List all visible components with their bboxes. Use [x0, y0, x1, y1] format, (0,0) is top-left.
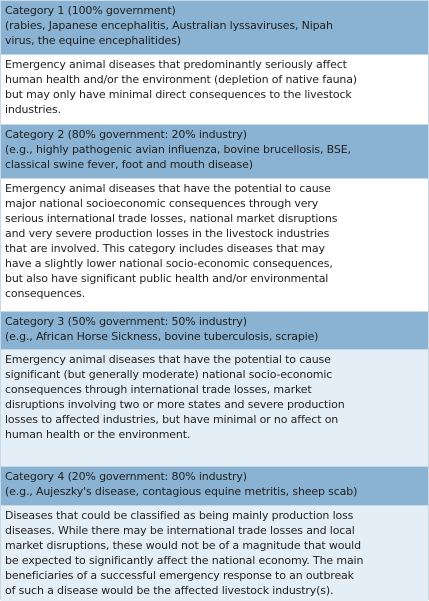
category-4-description-line-4: be expected to significantly affect the national economy. The main — [5, 554, 364, 567]
category-2-description-line-7: but also have significant public health and/or environmental — [5, 272, 329, 285]
category-3-title: Category 3 (50% government: 50% industry) — [5, 315, 247, 328]
category-1-description-line-2: human health and/or the environment (depletion of native fauna) — [5, 73, 357, 86]
category-1-description-line-4: industries. — [5, 103, 61, 116]
category-1-description-line-1: Emergency animal diseases that predominantly seriously affect — [5, 58, 347, 71]
category-3-description-line-3: consequences through international trade losses, market — [5, 383, 312, 396]
category-4-title: Category 4 (20% government: 80% industry) — [5, 470, 247, 483]
category-1-title: Category 1 (100% government) — [5, 4, 176, 17]
category-1-examples-line-1: (rabies, Japanese encephalitis, Australian lyssaviruses, Nipah — [5, 19, 333, 32]
category-1-description — [1, 55, 428, 125]
category-2-description-line-5: that are involved. This category includes diseases that may — [5, 242, 325, 255]
category-4-description-line-6: of such a disease would be the affected livestock industry(s). — [5, 584, 334, 597]
category-2-description-line-8: consequences. — [5, 287, 86, 300]
category-3-examples-line-1: (e.g., African Horse Sickness, bovine tuberculosis, scrapie) — [5, 330, 319, 343]
category-2-examples-line-1: (e.g., highly pathogenic avian influenza, bovine brucellosis, BSE, — [5, 143, 351, 156]
category-3-description — [1, 350, 428, 467]
category-4-description-line-2: diseases. While there may be international trade losses and local — [5, 524, 355, 537]
category-2-description-line-1: Emergency animal diseases that have the potential to cause — [5, 182, 331, 195]
category-2-description-line-4: and very severe production losses in the livestock industries — [5, 227, 330, 240]
category-1-examples-line-2: virus, the equine encephalitides) — [5, 34, 181, 47]
category-4-header — [1, 467, 428, 506]
category-3-description-line-5: losses to affected industries, but have minimal or no affect on — [5, 413, 339, 426]
category-2-description-line-2: major national socioeconomic consequences through very — [5, 197, 319, 210]
category-3-description-line-4: disruptions involving two or more states and severe production — [5, 398, 345, 411]
category-2-description-line-6: have a slightly lower national socio-economic consequences, — [5, 257, 333, 270]
category-2-description-line-3: serious international trade losses, national market disruptions — [5, 212, 338, 225]
category-2-header — [1, 125, 428, 179]
category-3-header — [1, 312, 428, 350]
category-2-title: Category 2 (80% government: 20% industry) — [5, 128, 247, 141]
category-2-examples-line-2: classical swine fever, foot and mouth disease) — [5, 158, 253, 171]
category-3-description-line-2: significant (but generally moderate) national socio-economic — [5, 368, 333, 381]
category-4-description-line-5: beneficiaries of a successful emergency response to an outbreak — [5, 569, 354, 582]
category-4-description — [1, 506, 428, 601]
category-3-description-line-1: Emergency animal diseases that have the potential to cause — [5, 353, 331, 366]
category-4-description-line-3: market disruptions, these would not be of a magnitude that would — [5, 539, 361, 552]
category-1-description-line-3: but may only have minimal direct consequences to the livestock — [5, 88, 352, 101]
category-1-header — [1, 1, 428, 55]
category-3-description-line-6: human health or the environment. — [5, 428, 191, 441]
category-4-examples-line-1: (e.g., Aujeszky's disease, contagious equine metritis, sheep scab) — [5, 485, 358, 498]
category-2-description — [1, 179, 428, 312]
category-4-description-line-1: Diseases that could be classified as being mainly production loss — [5, 509, 354, 522]
